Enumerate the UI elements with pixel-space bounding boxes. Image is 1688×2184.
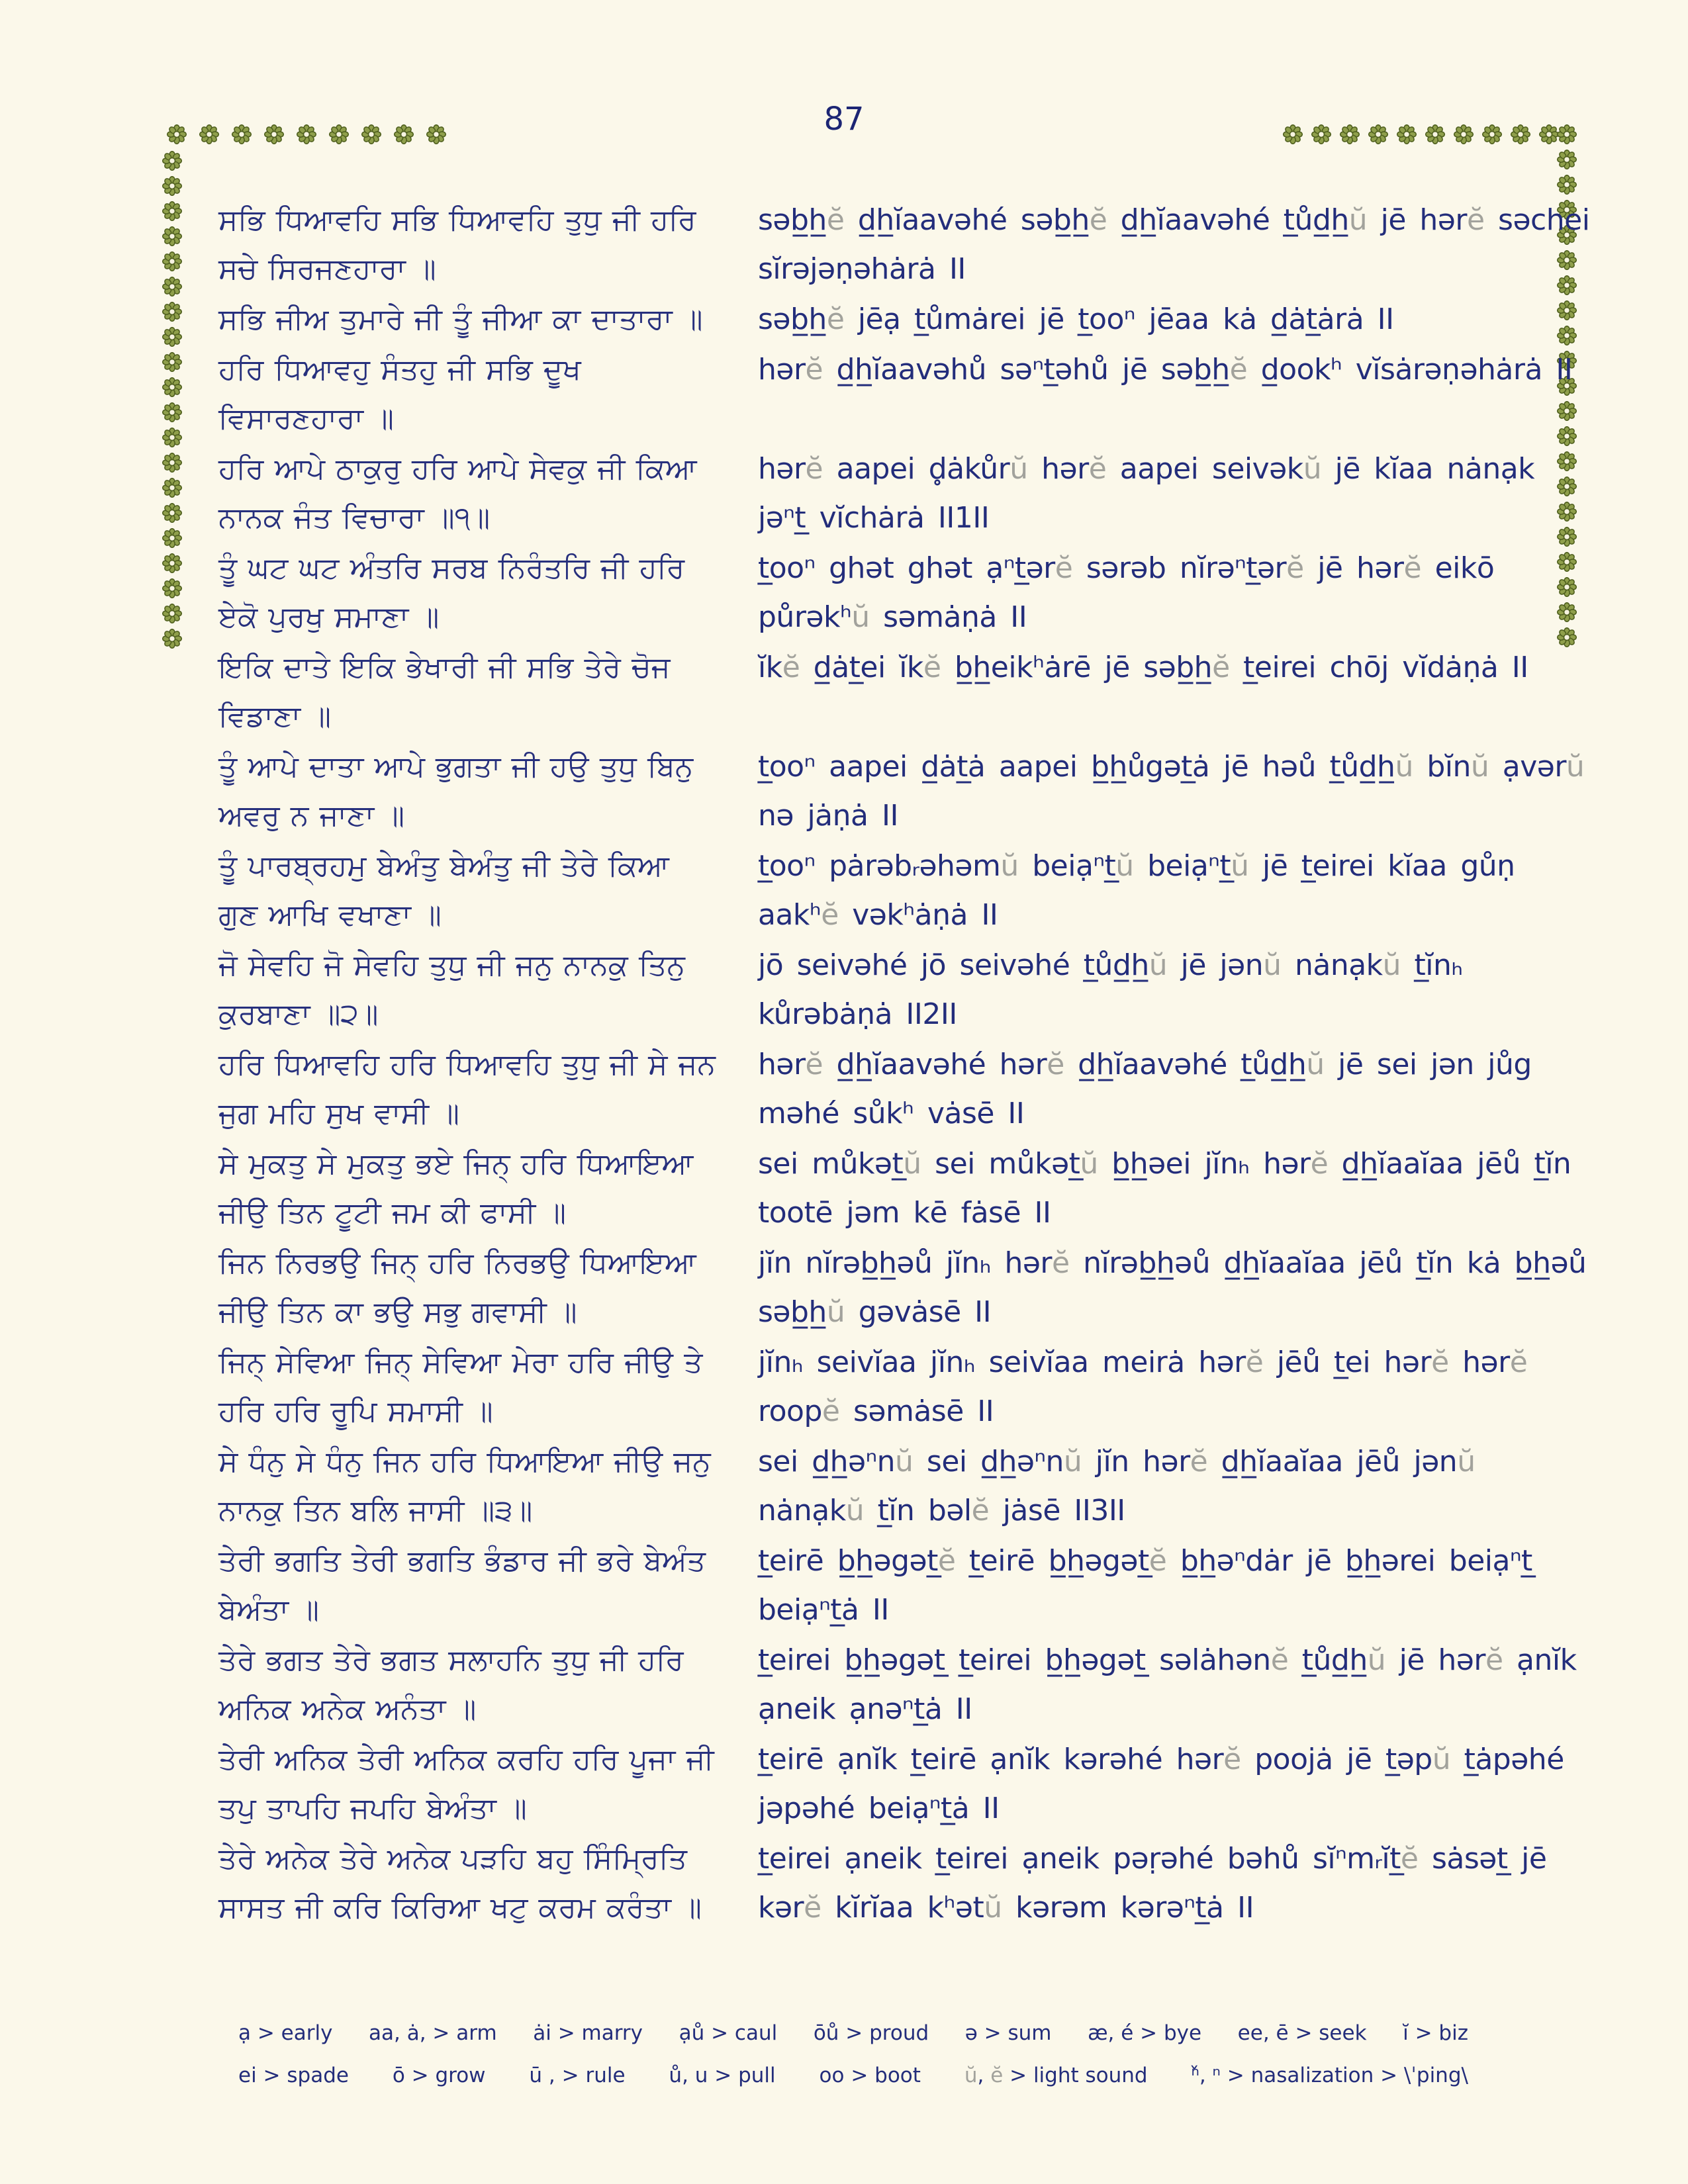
transliteration-text: t̲eirē ạnĭk t̲eirē ạnĭk kərəhé hərĕ poojȧ jē t̲əpŭ t̲ȧpəhé jəpəhé beiạⁿt̲ȧ II: [758, 1743, 1564, 1825]
key-item: ĭ > biz: [1403, 2021, 1468, 2045]
gurmukhi-text: ਸੇ ਧੰਨੁ ਸੇ ਧੰਨੁ ਜਿਨ ਹਰਿ ਧਿਆਇਆ ਜੀਉ ਜਨੁ ਨਾਨਕੁ ਤਿਨ ਬਲਿ ਜਾਸੀ ॥੩॥: [218, 1445, 711, 1527]
flower-ornament-icon: [1557, 175, 1577, 195]
flower-ornament-icon: [264, 124, 284, 144]
flower-ornament-icon: [167, 124, 187, 144]
flower-ornament-icon: [162, 201, 182, 221]
transliteration-text: hərĕ aapei d̥ȧkůrŭ hərĕ aapei seivəkŭ jē kĭaa nȧnạk jəⁿt̲ vĭchȧrȧ II1II: [758, 452, 1535, 535]
flower-ornament-icon: [232, 124, 252, 144]
gurmukhi-text: ਹਰਿ ਆਪੇ ਠਾਕੁਰੁ ਹਰਿ ਆਪੇ ਸੇਵਕੁ ਜੀ ਕਿਆ ਨਾਨਕ ਜੰਤ ਵਿਚਾਰਾ ॥੧॥: [218, 453, 697, 534]
flower-ornament-icon: [162, 453, 182, 473]
transliteration-text: ĭkĕ d̲ȧt̲ei ĭkĕ b̲h̲eikʰȧrē jē səb̲h̲ĕ t̲eirei chōj vĭdȧṇȧ II: [758, 651, 1528, 684]
key-item: ei > spade: [238, 2064, 349, 2087]
verse-row: [218, 941, 1592, 1039]
transliteration-text: səb̲h̲ĕ jēạ t̲ůmȧrei jē t̲ooⁿ jēaa kȧ d̲ȧt̲ȧrȧ II: [758, 302, 1394, 336]
transliteration-text: t̲eirei ạneik t̲eirei ạneik pəṛəhé bəhů sĭⁿmᵣĭt̲ĕ sȧsət̲ jē kərĕ kĭrĭaa kʰətŭ kərəm kərəⁿt̲ȧ II: [758, 1842, 1547, 1925]
gurmukhi-text: ਤੇਰੇ ਅਨੇਕ ਤੇਰੇ ਅਨੇਕ ਪੜਹਿ ਬਹੁ ਸਿੰਮ੍ਰਿਤਿ ਸਾਸਤ ਜੀ ਕਰਿ ਕਿਰਿਆ ਖਟੁ ਕਰਮ ਕਰੰਤਾ ॥: [218, 1843, 702, 1924]
flower-ornament-icon: [162, 176, 182, 196]
transliteration-text: hərĕ d̲h̲ĭaavəhů səⁿt̲əhů jē səb̲h̲ĕ d̲ookʰ vĭsȧrəṇəhȧrȧ II: [758, 353, 1573, 387]
flower-ornament-icon: [162, 528, 182, 548]
gurmukhi-text: ਸਭਿ ਜੀਅ ਤੁਮਾਰੇ ਜੀ ਤੂੰ ਜੀਆ ਕਾ ਦਾਤਾਰਾ ॥: [218, 303, 703, 336]
flower-ornament-icon: [162, 578, 182, 598]
flower-ornament-icon: [162, 226, 182, 246]
key-item: aa, ȧ, > arm: [369, 2021, 497, 2045]
flower-ornament-icon: [1368, 124, 1388, 144]
transliteration-text: jō seivəhé jō seivəhé t̲ůd̲h̲ŭ jē jənŭ nȧnạkŭ t̲ĭnₕ kůrəbȧṇȧ II2II: [758, 948, 1463, 1031]
verse-list: [218, 196, 1592, 1934]
flower-ornament-icon: [426, 124, 446, 144]
verse-row: [218, 743, 1592, 841]
verse-row: [218, 1437, 1592, 1535]
flower-ornament-icon: [162, 629, 182, 649]
flower-ornament-icon: [297, 124, 316, 144]
flower-ornament-icon: [162, 277, 182, 296]
verse-row: [218, 1537, 1592, 1635]
flower-ornament-icon: [199, 124, 219, 144]
flower-ornament-icon: [1482, 124, 1502, 144]
flower-ornament-icon: [1511, 124, 1530, 144]
pronunciation-key-row-2: [238, 2054, 1468, 2097]
page-number: 87: [823, 101, 865, 138]
key-item: ee, ē > seek: [1237, 2021, 1367, 2045]
transliteration-text: jĭnₕ seivĭaa jĭnₕ seivĭaa meirȧ hərĕ jēů t̲ei hərĕ hərĕ roopĕ səmȧsē II: [758, 1345, 1528, 1428]
flower-ornament-icon: [162, 553, 182, 573]
flower-ornament-icon: [329, 124, 349, 144]
pronunciation-key: [238, 2012, 1468, 2097]
verse-row: [218, 1140, 1592, 1238]
flower-ornament-icon: [162, 302, 182, 322]
transliteration-text: hərĕ d̲h̲ĭaavəhé hərĕ d̲h̲ĭaavəhé t̲ůd̲h̲ŭ jē sei jən jůg məhé sůkʰ vȧsē II: [758, 1048, 1532, 1130]
gurmukhi-text: ਜਿਨ੍ ਸੇਵਿਆ ਜਿਨ੍ ਸੇਵਿਆ ਮੇਰਾ ਹਰਿ ਜੀਉ ਤੇ ਹਰਿ ਹਰਿ ਰੂਪਿ ਸਮਾਸੀ ॥: [218, 1346, 703, 1428]
flower-ornament-icon: [162, 151, 182, 171]
gurmukhi-text: ਤੂੰ ਘਟ ਘਟ ਅੰਤਰਿ ਸਰਬ ਨਿਰੰਤਰਿ ਜੀ ਹਰਿ ਏਕੋ ਪੁਰਖੁ ਸਮਾਣਾ ॥: [218, 552, 685, 633]
gurmukhi-text: ਹਰਿ ਧਿਆਵਹਿ ਹਰਿ ਧਿਆਵਹਿ ਤੁਧੁ ਜੀ ਸੇ ਜਨ ਜੁਗ ਮਹਿ ਸੁਖ ਵਾਸੀ ॥: [218, 1048, 716, 1130]
verse-row: [218, 1735, 1592, 1833]
flower-ornament-icon: [162, 377, 182, 397]
transliteration-text: t̲eirei b̲h̲əgət̲ t̲eirei b̲h̲əgət̲ səlȧhənĕ t̲ůd̲h̲ŭ jē hərĕ ạnĭk ạneik ạnəⁿt̲ȧ II: [758, 1643, 1577, 1726]
transliteration-text: t̲ooⁿ aapei d̲ȧt̲ȧ aapei b̲h̲ůgət̲ȧ jē həů t̲ůd̲h̲ŭ bĭnŭ ạvərŭ nə jȧṇȧ II: [758, 750, 1585, 833]
flower-ornament-icon: [1311, 124, 1331, 144]
flower-ornament-icon: [1283, 124, 1303, 144]
gurmukhi-text: ਇਕਿ ਦਾਤੇ ਇਕਿ ਭੇਖਾਰੀ ਜੀ ਸਭਿ ਤੇਰੇ ਚੋਜ ਵਿਡਾਣਾ ॥: [218, 651, 671, 733]
verse-row: [218, 295, 1592, 344]
key-item: ů, u > pull: [669, 2064, 776, 2087]
verse-row: [218, 1239, 1592, 1337]
key-item: ŭ, ĕ > light sound: [964, 2064, 1148, 2087]
flower-ornament-icon: [1557, 150, 1577, 169]
flower-ornament-icon: [162, 327, 182, 347]
verse-row: [218, 544, 1592, 642]
verse-row: [218, 1636, 1592, 1734]
transliteration-text: jĭn nĭrəb̲h̲əů jĭnₕ hərĕ nĭrəb̲h̲əů d̲h̲ĭaaĭaa jēů t̲ĭn kȧ b̲h̲əů səb̲h̲ŭ gəvȧsē II: [758, 1246, 1587, 1329]
key-item: æ, é > bye: [1088, 2021, 1202, 2045]
flower-ornament-icon: [394, 124, 414, 144]
flower-ornament-icon: [1397, 124, 1417, 144]
flower-ornament-icon: [1454, 124, 1474, 144]
gurmukhi-text: ਤੂੰ ਆਪੇ ਦਾਤਾ ਆਪੇ ਭੁਗਤਾ ਜੀ ਹਉ ਤੁਧੁ ਬਿਨੁ ਅਵਰੁ ਨ ਜਾਣਾ ॥: [218, 751, 694, 832]
key-item: oo > boot: [819, 2064, 921, 2087]
gurmukhi-text: ਹਰਿ ਧਿਆਵਹੁ ਸੰਤਹੁ ਜੀ ਸਭਿ ਦੂਖ ਵਿਸਾਰਣਹਾਰਾ ॥: [218, 353, 581, 435]
gurmukhi-text: ਸਭਿ ਧਿਆਵਹਿ ਸਭਿ ਧਿਆਵਹਿ ਤੁਧੁ ਜੀ ਹਰਿ ਸਚੇ ਸਿਰਜਣਹਾਰਾ ॥: [218, 204, 696, 285]
key-item: ū , > rule: [529, 2064, 626, 2087]
gurmukhi-text: ਤੇਰੀ ਭਗਤਿ ਤੇਰੀ ਭਗਤਿ ਭੰਡਾਰ ਜੀ ਭਰੇ ਬੇਅੰਤ ਬੇਅੰਤਾ ॥: [218, 1545, 706, 1626]
verse-row: [218, 196, 1592, 294]
flower-ornament-icon: [162, 503, 182, 523]
key-item: ōů > proud: [813, 2021, 929, 2045]
verse-row: [218, 842, 1592, 940]
key-item: ạů > caul: [679, 2021, 778, 2045]
flower-ornament-icon: [162, 402, 182, 422]
transliteration-text: sei d̲h̲əⁿnŭ sei d̲h̲əⁿnŭ jĭn hərĕ d̲h̲ĭaaĭaa jēů jənŭ nȧnạkŭ t̲ĭn bəlĕ jȧsē II3II: [758, 1445, 1476, 1527]
flower-ornament-icon: [1425, 124, 1445, 144]
flower-ornament-icon: [361, 124, 381, 144]
gurmukhi-text: ਤੇਰੀ ਅਨਿਕ ਤੇਰੀ ਅਨਿਕ ਕਰਹਿ ਹਰਿ ਪੂਜਾ ਜੀ ਤਪੁ ਤਾਪਹਿ ਜਪਹਿ ਬੇਅੰਤਾ ॥: [218, 1743, 714, 1825]
verse-row: [218, 643, 1592, 741]
verse-row: [218, 1338, 1592, 1436]
transliteration-text: t̲ooⁿ ghət ghət ạⁿt̲ərĕ sərəb nĭrəⁿt̲ərĕ jē hərĕ eikō půrəkʰŭ səmȧṇȧ II: [758, 551, 1495, 634]
key-item: ə > sum: [964, 2021, 1052, 2045]
flower-ornament-icon: [1557, 124, 1577, 144]
pronunciation-key-row-1: [238, 2012, 1468, 2054]
transliteration-text: sei můkət̲ŭ sei můkət̲ŭ b̲h̲əei jĭnₕ hərĕ d̲h̲ĭaaĭaa jēů t̲ĭn tootē jəm kē fȧsē II: [758, 1147, 1571, 1230]
gurmukhi-text: ਜੋ ਸੇਵਹਿ ਜੋ ਸੇਵਹਿ ਤੁਧੁ ਜੀ ਜਨੁ ਨਾਨਕੁ ਤਿਨੁ ਕੁਰਬਾਣਾ ॥੨॥: [218, 949, 685, 1030]
gurmukhi-text: ਤੇਰੇ ਭਗਤ ਤੇਰੇ ਭਗਤ ਸਲਾਹਨਿ ਤੁਧੁ ਜੀ ਹਰਿ ਅਨਿਕ ਅਨੇਕ ਅਨੰਤਾ ॥: [218, 1644, 684, 1725]
verse-row: [218, 1835, 1592, 1933]
key-item: ⁿ̌, ⁿ > nasalization > \ˈping\: [1191, 2064, 1468, 2087]
verse-row: [218, 1040, 1592, 1138]
flower-ornament-icon: [162, 428, 182, 447]
gurmukhi-text: ਜਿਨ ਨਿਰਭਉ ਜਿਨ੍ ਹਰਿ ਨਿਰਭਉ ਧਿਆਇਆ ਜੀਉ ਤਿਨ ਕਾ ਭਉ ਸਭੁ ਗਵਾਸੀ ॥: [218, 1247, 696, 1328]
flower-ornament-icon: [162, 251, 182, 271]
gurmukhi-text: ਸੇ ਮੁਕਤੁ ਸੇ ਮੁਕਤੁ ਭਏ ਜਿਨ੍ ਹਰਿ ਧਿਆਇਆ ਜੀਉ ਤਿਨ ਟੂਟੀ ਜਮ ਕੀ ਫਾਸੀ ॥: [218, 1148, 694, 1229]
gurmukhi-text: ਤੂੰ ਪਾਰਬ੍ਰਹਮੁ ਬੇਅੰਤੁ ਬੇਅੰਤੁ ਜੀ ਤੇਰੇ ਕਿਆ ਗੁਣ ਆਖਿ ਵਖਾਣਾ ॥: [218, 850, 669, 931]
transliteration-text: t̲eirē b̲h̲əgət̲ĕ t̲eirē b̲h̲əgət̲ĕ b̲h̲əⁿdȧr jē b̲h̲ərei beiạⁿt̲ beiạⁿt̲ȧ II: [758, 1544, 1532, 1627]
transliteration-text: səb̲h̲ĕ d̲h̲ĭaavəhé səb̲h̲ĕ d̲h̲ĭaavəhé t̲ůd̲h̲ŭ jē hərĕ səchei sĭrəjəṇəhȧrȧ II: [758, 203, 1590, 286]
flower-ornament-icon: [1539, 124, 1559, 144]
flower-ornament-icon: [162, 352, 182, 372]
flower-ornament-icon: [162, 478, 182, 498]
verse-row: [218, 445, 1592, 543]
key-item: ȧi > marry: [533, 2021, 643, 2045]
verse-row: [218, 345, 1592, 443]
key-item: ạ > early: [238, 2021, 333, 2045]
transliteration-text: t̲ooⁿ pȧrəbᵣəhəmŭ beiạⁿt̲ŭ beiạⁿt̲ŭ jē t̲eirei kĭaa gůṇ aakʰĕ vəkʰȧṇȧ II: [758, 849, 1515, 932]
flower-ornament-icon: [162, 604, 182, 623]
flower-ornament-icon: [1340, 124, 1360, 144]
key-item: ō > grow: [392, 2064, 486, 2087]
